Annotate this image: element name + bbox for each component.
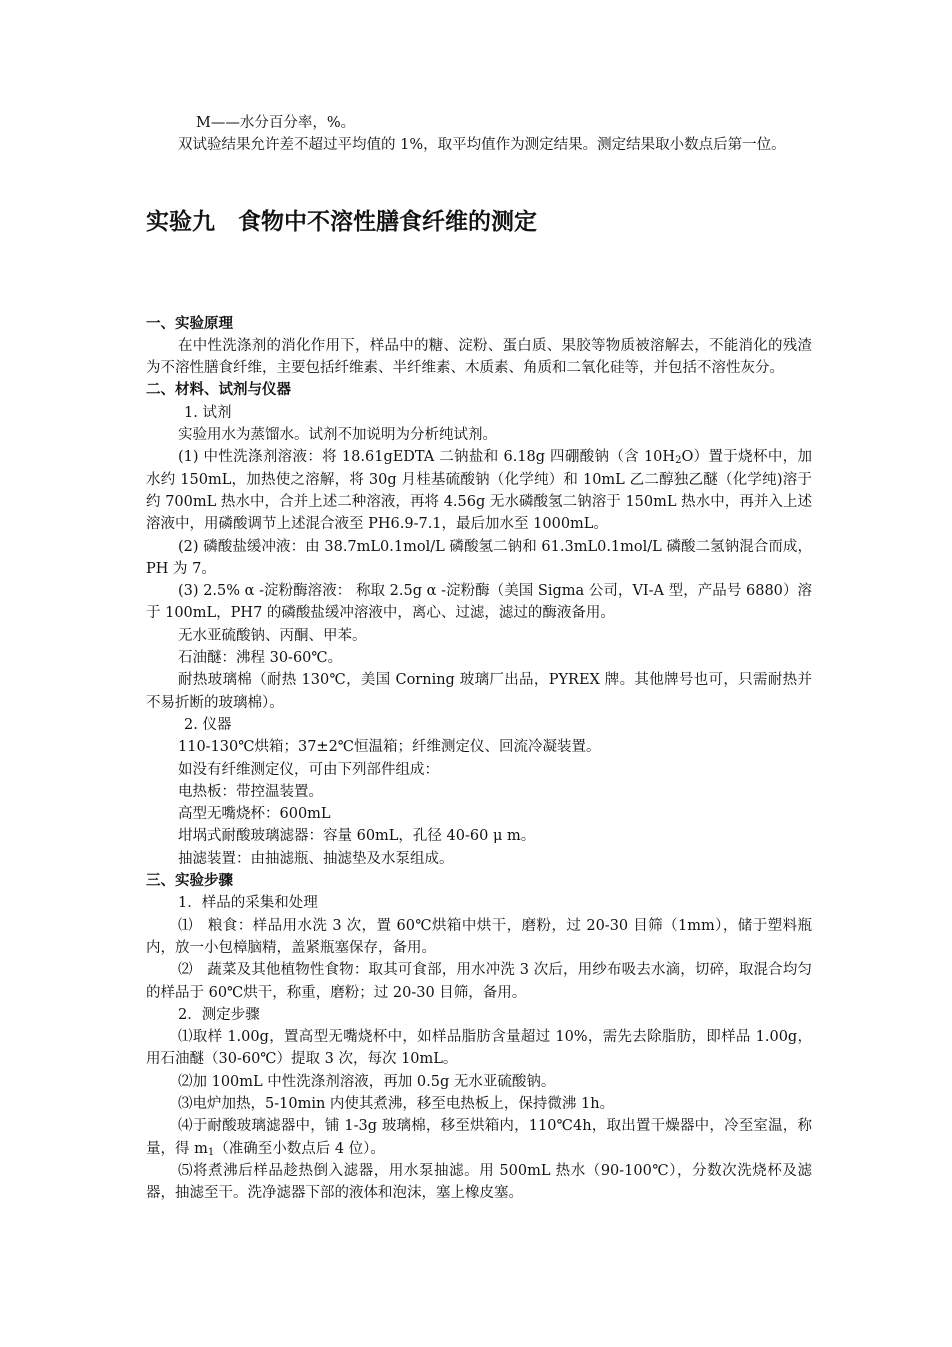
instrument-item-1: 110-130℃烘箱；37±2℃恒温箱；纤维测定仪、回流冷凝装置。 — [178, 739, 601, 756]
reagent-item-1-part-b: O）置于烧杯中，加水约 150mL，加热使之溶解，将 30g 月桂基硫酸钠（化学纯）和 10mL 乙二醇独乙醚（化学纯)溶于约 700mL 热水中，合并上述二种溶液，再将 4.56g 无水磷酸氢二钠溶于 150mL 热水中，再并入上述溶液中，用磷酸调节上述混合液至 PH6.9-7.1，最后加水至 1000mL。 — [146, 449, 812, 533]
procedure-step-3: ⑶电炉加热，5-10min 内使其煮沸，移至电热板上，保持微沸 1h。 — [178, 1095, 615, 1112]
procedure-subheading: 2．测定步骤 — [178, 1006, 260, 1023]
section-procedure-heading: 三、实验步骤 — [146, 873, 233, 890]
reagent-item-1-part-a: (1) 中性洗涤剂溶液：将 18.61gEDTA 二钠盐和 6.18g 四硼酸钠（含 10H — [178, 449, 676, 466]
reagent-note: 实验用水为蒸馏水。试剂不加说明为分析纯试剂。 — [178, 427, 497, 444]
experiment-title: 实验九 食物中不溶性膳食纤维的测定 — [146, 208, 537, 235]
procedure-step-5: ⑸将煮沸后样品趁热倒入滤器，用水泵抽滤。用 500mL 热水（90-100℃），分数次洗烧杯及滤器，抽滤至干。洗净滤器下部的液体和泡沫，塞上橡皮塞。 — [146, 1162, 812, 1202]
formula-note: M——水分百分率，%。 — [196, 115, 356, 131]
procedure-step-4-part-b: （准确至小数点后 4 位）。 — [214, 1140, 385, 1157]
instrument-item-2: 如没有纤维测定仪，可由下列部件组成： — [178, 761, 439, 778]
instrument-item-5: 坩埚式耐酸玻璃滤器：容量 60mL，孔径 40-60 μ m。 — [178, 828, 536, 845]
sampling-item-2: ⑵ 蔬菜及其他植物性食物：取其可食部，用水冲洗 3 次后，用纱布吸去水滴，切碎，取混合均匀的样品于 60℃烘干，称重，磨粉；过 20-30 目筛，备用。 — [146, 962, 812, 1001]
sampling-subheading: 1．样品的采集和处理 — [178, 895, 318, 912]
reagent-item-6: 耐热玻璃棉（耐热 130℃，美国 Corning 玻璃厂出品，PYREX 牌。其他牌号也可，只需耐热并不易折断的玻璃棉）。 — [146, 672, 812, 711]
section-principle-heading: 一、实验原理 — [146, 315, 233, 332]
reagent-item-5: 石油醚：沸程 30-60℃。 — [178, 650, 343, 667]
reagent-item-1 — [146, 446, 812, 535]
procedure-step-1: ⑴取样 1.00g，置高型无嘴烧杯中，如样品脂肪含量超过 10%，需先去除脂肪，即样品 1.00g，用石油醚（30-60℃）提取 3 次，每次 10mL。 — [146, 1029, 812, 1068]
result-note: 双试验结果允许差不超过平均值的 1%，取平均值作为测定结果。测定结果取小数点后第一位。 — [178, 137, 786, 154]
page-content — [146, 112, 812, 1204]
reagent-item-3: (3) 2.5% α -淀粉酶溶液： 称取 2.5g α -淀粉酶（美国 Sigma 公司，VI-A 型，产品号 6880）溶于 100mL，PH7 的磷酸盐缓冲溶液中，离心、过滤，滤过的酶液备用。 — [146, 583, 812, 622]
procedure-step-4 — [146, 1115, 812, 1160]
procedure-step-4-subscript: 1 — [207, 1146, 215, 1158]
section-materials-heading: 二、材料、试剂与仪器 — [146, 382, 291, 399]
sampling-item-1: ⑴ 粮食：样品用水洗 3 次，置 60℃烘箱中烘干，磨粉，过 20-30 目筛（1mm），储于塑料瓶内，放一小包樟脑精，盖紧瓶塞保存，备用。 — [146, 917, 812, 956]
instrument-item-3: 电热板：带控温装置。 — [178, 783, 323, 800]
reagent-item-1-subscript: 2 — [675, 455, 682, 467]
procedure-step-2: ⑵加 100mL 中性洗涤剂溶液，再加 0.5g 无水亚硫酸钠。 — [178, 1073, 556, 1090]
instrument-item-6: 抽滤装置：由抽滤瓶、抽滤垫及水泵组成。 — [178, 850, 454, 867]
instrument-item-4: 高型无嘴烧杯：600mL — [178, 806, 331, 823]
instruments-subheading: 2. 仪器 — [184, 716, 232, 733]
reagents-subheading: 1. 试剂 — [184, 404, 232, 421]
reagent-item-4: 无水亚硫酸钠、丙酮、甲苯。 — [178, 627, 367, 644]
principle-paragraph: 在中性洗涤剂的消化作用下，样品中的糖、淀粉、蛋白质、果胶等物质被溶解去，不能消化的残渣为不溶性膳食纤维，主要包括纤维素、半纤维素、木质素、角质和二氧化硅等，并包括不溶性灰分。 — [146, 337, 812, 377]
reagent-item-2: (2) 磷酸盐缓冲液：由 38.7mL0.1mol/L 磷酸氢二钠和 61.3mL0.1mol/L 磷酸二氢钠混合而成，PH 为 7。 — [146, 538, 812, 577]
procedure-step-4-part-a: ⑷于耐酸玻璃滤器中，铺 1-3g 玻璃棉，移至烘箱内，110℃4h，取出置干燥器中，冷至室温，称量，得 m — [146, 1118, 812, 1157]
